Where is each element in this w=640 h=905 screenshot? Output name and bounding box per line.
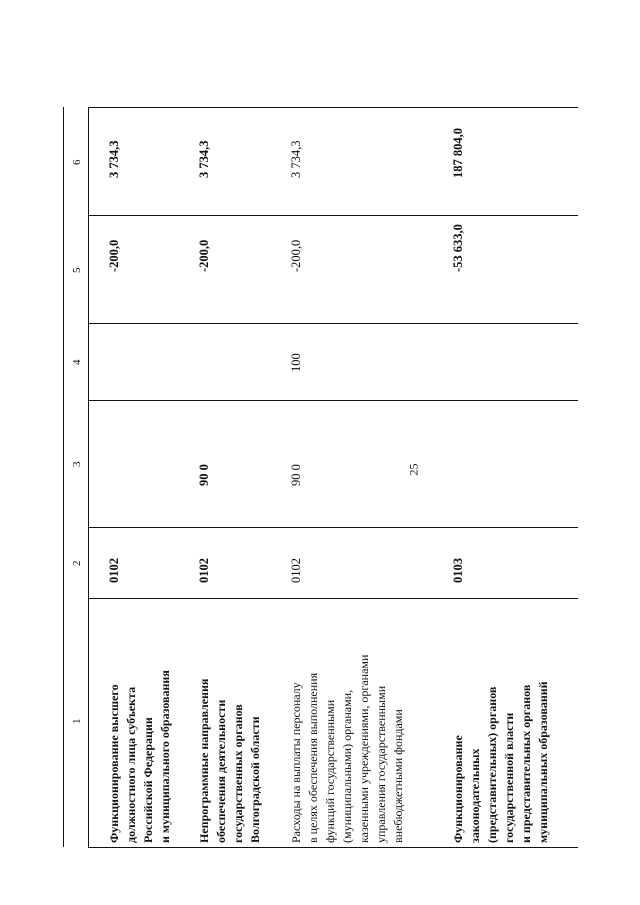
row-4-name (450, 681, 552, 843)
row-4-name-line: Функционирование (451, 735, 465, 843)
row-2-target: 90 0 (197, 464, 211, 486)
column-divider-1-2 (88, 598, 578, 599)
column-header-5: 5 (71, 267, 83, 273)
row-4-section: 0103 (451, 558, 465, 583)
row-4-name-line: и представительных органов (519, 684, 533, 843)
column-header-6: 6 (71, 159, 83, 165)
row-3-name-line: внебюджетными фондами (391, 709, 405, 843)
row-3-name-line: (муниципальными) органами, (340, 689, 354, 843)
column-divider-2-3 (88, 527, 578, 528)
row-1-name-line: Функционирование высшего (107, 684, 121, 843)
column-header-1: 1 (71, 718, 83, 724)
row-4-name-line: муниципальных образований (536, 681, 550, 843)
row-1-name-line: и муниципального образования (158, 670, 172, 843)
row-2-name-line: Волгоградской области (248, 716, 262, 843)
row-2-name (196, 679, 264, 843)
header-band-bottom (88, 107, 89, 847)
row-3-name-line: в целях обеспечения выполнения (306, 672, 320, 843)
column-divider-3-4 (88, 400, 578, 401)
row-2-change: -200,0 (197, 239, 211, 272)
page-number: 25 (406, 463, 421, 476)
row-1-total: 3 734,3 (107, 140, 121, 178)
column-divider-4-5 (88, 323, 578, 324)
row-4-change: -53 633,0 (451, 224, 465, 272)
row-2-name-line: обеспечения деятельности (214, 699, 228, 843)
row-4-name-line: государственной власти (502, 712, 516, 843)
row-2-name-line: государственных органов (231, 704, 245, 843)
column-header-4: 4 (71, 359, 83, 365)
row-3-target: 90 0 (289, 464, 303, 486)
row-3-expense-type: 100 (289, 353, 303, 372)
row-3-name-line: казенными учреждениями, органами (357, 654, 371, 843)
row-1-name-line: должностного лица субъекта (124, 686, 138, 843)
row-3-name (288, 655, 407, 843)
column-header-3: 3 (71, 461, 83, 467)
row-2-section: 0102 (197, 558, 211, 583)
row-3-section: 0102 (289, 558, 303, 583)
row-2-total: 3 734,3 (197, 140, 211, 178)
table-border-left (88, 847, 578, 848)
row-2-name-line: Непрограммные направления (197, 678, 211, 843)
row-4-name-line: законодательных (468, 748, 482, 843)
row-1-name-line: Российской Федерации (141, 717, 155, 843)
column-header-2: 2 (71, 560, 83, 566)
column-divider-5-6 (88, 215, 578, 216)
row-1-change: -200,0 (107, 239, 121, 272)
row-3-name-line: управления государственными (374, 685, 388, 843)
row-1-section: 0102 (107, 558, 121, 583)
row-4-name-line: (представительных) органов (485, 686, 499, 843)
table-border-right (88, 107, 578, 108)
row-3-name-line: функций государственными (323, 699, 337, 843)
row-4-total: 187 804,0 (451, 128, 465, 178)
header-band-top (63, 107, 64, 847)
row-3-name-line: Расходы на выплаты персоналу (289, 682, 303, 843)
row-3-total: 3 734,3 (289, 140, 303, 178)
row-1-name (106, 670, 174, 843)
row-3-change: -200,0 (289, 239, 303, 272)
